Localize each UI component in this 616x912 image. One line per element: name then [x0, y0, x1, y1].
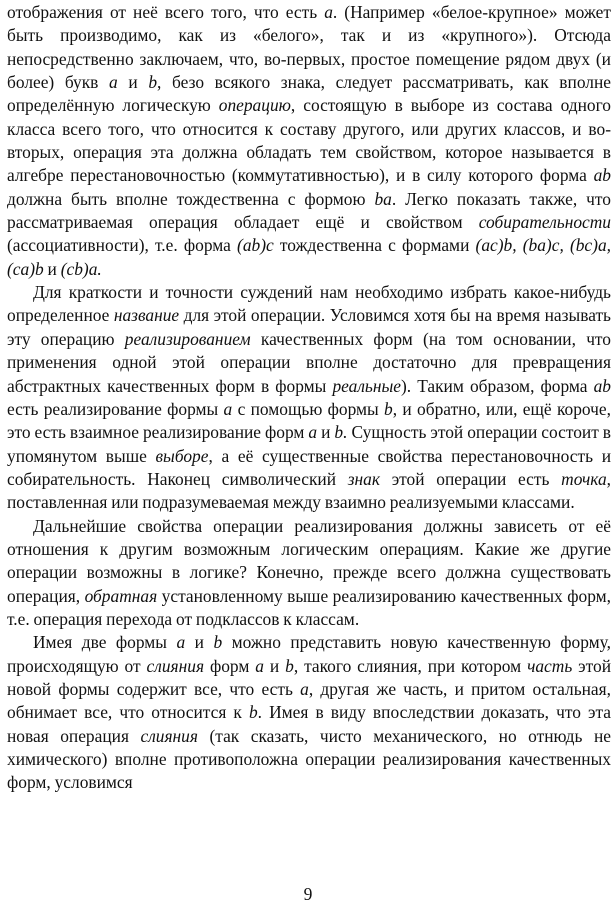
italic-run: a	[109, 72, 118, 93]
text-run: , состоящую в выборе из состава одного класса всего того, что относится к составу другого, или других классов, и во-вторых, операция эта должна обладать тем свойством, которое называется в алгебре перестановочностью (коммутативностью), и в силу которого форма	[7, 95, 612, 186]
text-run: и	[43, 258, 61, 279]
italic-run: (cb)a.	[60, 258, 102, 279]
italic-run: a	[255, 655, 264, 676]
paragraph	[7, 281, 611, 514]
italic-run: выборе	[155, 445, 209, 466]
italic-run: a	[300, 678, 309, 699]
italic-run: (ab)c	[237, 235, 274, 256]
page-number: 9	[303, 884, 313, 904]
italic-run: b	[148, 72, 158, 93]
text-run: Для краткости и точности суждений нам необходимо избрать какое-нибудь определенное	[7, 282, 611, 326]
text-run: Дальнейшие свойства операции реализирования должны зависеть от её отношения к другим возможным логическим операциям. Какие же другие операции возможны в логике? Конечно, прежде всего должна существовать операция,	[7, 515, 611, 606]
text-run: , безо всякого знака, следует рассматривать, как вполне определённую логическую	[7, 72, 611, 116]
italic-run: ab	[593, 375, 611, 396]
text-run: . Имея в виду впоследствии доказать, что эта новая операция	[7, 702, 611, 746]
italic-run: название	[113, 305, 180, 326]
text-run: Имея две формы	[33, 632, 177, 653]
text-run: (так сказать, чисто механического, но отнюдь не химического) вполне противоположна операции реализирования качественных форм, условимся	[7, 725, 611, 793]
text-run: отображения от неё всего того, что есть	[7, 2, 325, 22]
italic-run: слияния	[140, 725, 198, 746]
italic-run: b	[285, 655, 294, 676]
text-run: можно представить новую качественную форму, происходящую от	[7, 632, 611, 676]
text-run: Сущность этой операции состоит в упомянутом выше	[7, 422, 611, 466]
text-run: и	[117, 72, 149, 93]
text-run: этой операции есть	[380, 468, 562, 489]
text-run: , а её существенные свойства перестановочность и собирательность. Наконец символический	[7, 445, 612, 489]
italic-run: точка	[561, 468, 607, 489]
italic-run: b	[384, 398, 393, 419]
text-run: форм	[204, 655, 256, 676]
italic-run: реализированием	[124, 328, 251, 349]
paragraph	[7, 1, 611, 281]
italic-run: ab	[593, 165, 611, 186]
text-run: для этой операции. Условимся хотя бы на время называть эту операцию	[7, 305, 611, 349]
text-run: должна быть вполне тождественна с формою	[7, 188, 375, 209]
italic-run: ba	[374, 188, 392, 209]
italic-run: слияния	[146, 655, 205, 676]
text-run: этой новой формы содержит все, что есть	[7, 655, 611, 699]
italic-run: реальные	[332, 375, 401, 396]
text-run: и	[185, 632, 214, 653]
italic-run: часть	[527, 655, 573, 676]
italic-run: собирательности	[478, 212, 611, 233]
text-run: , поставленная или подразумеваемая между взаимно реализуемыми классами.	[7, 468, 611, 513]
text-run: качественных форм (на том основании, что применения одной этой операции вполне достаточно для превращения абстрактных качественных форм в формы	[7, 328, 612, 396]
text-run: ). Таким образом, форма	[400, 375, 594, 396]
text-run: есть реализирование формы	[7, 398, 224, 419]
italic-run: b	[213, 632, 223, 653]
text-run: тождественна с формами	[273, 235, 476, 256]
italic-run: b	[248, 702, 258, 723]
italic-run: a	[324, 2, 333, 22]
italic-run: знак	[347, 468, 380, 489]
text-run: . Легко показать также, что рассматриваемая операция обладает ещё и свойством	[7, 188, 611, 233]
italic-run: (ac)b, (ba)c, (bc)a, (ca)b	[7, 235, 611, 279]
text-run: , другая же часть, и притом остальная, обнимает все, что относится к	[7, 678, 611, 723]
text-run: , и обратно, или, ещё короче, это есть взаимное реализирование форм	[7, 398, 611, 443]
italic-run: операцию	[218, 95, 291, 116]
paragraph	[7, 515, 611, 632]
text-run: с помощью формы	[232, 398, 385, 419]
italic-run: a	[176, 632, 186, 653]
text-run: и	[263, 655, 286, 676]
italic-run: a	[223, 398, 233, 419]
text-run: (ассоциативности), т.е. форма	[7, 235, 238, 256]
italic-run: обратная	[84, 585, 158, 606]
text-run: , такого слияния, при котором	[293, 655, 528, 676]
body-text	[7, 1, 611, 795]
text-run: и	[317, 422, 335, 443]
italic-run: a	[308, 422, 318, 443]
paragraph	[7, 631, 611, 794]
text-run: . (Например «белое-крупное» может быть производимо, как из «белого», так и из «крупного»). Отсюда непосредственно заключаем, что, во-первых, простое помещение рядом двух (и более) букв	[7, 2, 611, 93]
italic-run: b.	[334, 422, 348, 443]
text-run: установленному выше реализированию качественных форм, т.е. операция перехода от подклассов к классам.	[7, 585, 611, 629]
